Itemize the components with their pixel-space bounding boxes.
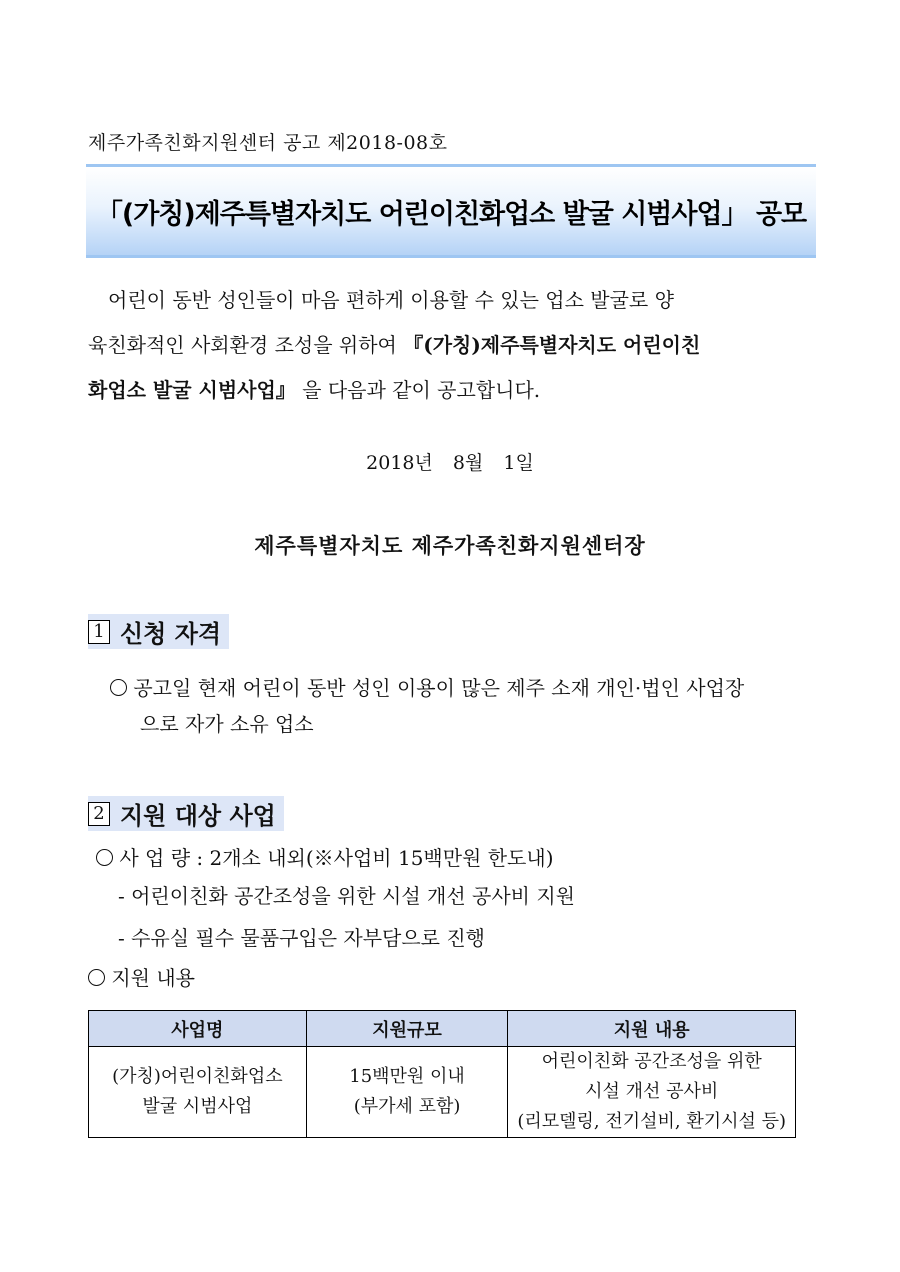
cell-text: 발굴 시범사업: [142, 1096, 253, 1117]
table-row: [89, 1047, 796, 1138]
title-banner: [86, 164, 816, 258]
intro-line-2-bold: 『(가칭)제주특별자치도 어린이친: [403, 333, 701, 357]
eligibility-item-line-2: 으로 자가 소유 업소: [140, 712, 314, 736]
notice-number: 제주가족친화지원센터 공고 제2018-08호: [88, 132, 448, 154]
issuer-name: 제주특별자치도 제주가족친화지원센터장: [254, 533, 646, 558]
table-header-row: [89, 1011, 796, 1047]
section-1-heading: [88, 614, 229, 649]
circle-bullet-icon: [96, 849, 113, 866]
cell-text: 15백만원 이내: [349, 1066, 465, 1087]
header-support-content: 지원 내용: [508, 1011, 796, 1047]
notice-date: 2018년 8월 1일: [366, 452, 534, 474]
section-2-title: 지원 대상 사업: [120, 802, 276, 830]
intro-line-3-plain: 을 다음과 같이 공고합니다.: [302, 378, 541, 402]
support-table: [88, 1010, 796, 1138]
section-2-heading: [88, 796, 284, 831]
intro-paragraph: [88, 278, 816, 413]
header-support-scale: 지원규모: [306, 1011, 508, 1047]
intro-line-3-bold: 화업소 발굴 시범사업』: [88, 378, 296, 402]
cell-business-name: [89, 1047, 307, 1138]
page-title: 「(가칭)제주특별자치도 어린이친화업소 발굴 시범사업」 공모: [95, 198, 807, 230]
content-label: 지원 내용: [111, 966, 195, 990]
sub-item-2: - 수유실 필수 물품구입은 자부담으로 진행: [118, 926, 485, 950]
sub-item-1: - 어린이친화 공간조성을 위한 시설 개선 공사비 지원: [118, 884, 575, 908]
eligibility-item-line-1: 공고일 현재 어린이 동반 성인 이용이 많은 제주 소재 개인·법인 사업장: [133, 676, 745, 700]
cell-support-scale: [306, 1047, 508, 1138]
intro-line-3: [88, 368, 816, 413]
cell-text: (가칭)어린이친화업소: [112, 1066, 283, 1087]
section-1-number: 1: [88, 620, 110, 644]
quantity-text: 사 업 량 : 2개소 내외(※사업비 15백만원 한도내): [119, 846, 554, 870]
section-2-highlight: [88, 796, 284, 831]
cell-text: (리모델링, 전기설비, 환기시설 등): [517, 1111, 787, 1132]
quantity-line: [96, 842, 554, 871]
section-2-number: 2: [88, 802, 110, 826]
cell-text: 어린이친화 공간조성을 위한: [541, 1051, 762, 1072]
cell-support-content: [508, 1047, 796, 1138]
section-1-title: 신청 자격: [120, 620, 222, 648]
cell-text: (부가세 포함): [353, 1096, 461, 1117]
eligibility-item: [110, 672, 744, 701]
intro-line-2-plain: 육친화적인 사회환경 조성을 위하여: [88, 333, 404, 357]
intro-line-1: 어린이 동반 성인들이 마음 편하게 이용할 수 있는 업소 발굴로 양: [108, 288, 674, 312]
circle-bullet-icon: [88, 969, 105, 986]
intro-line-2: [88, 323, 816, 368]
circle-bullet-icon: [110, 679, 127, 696]
cell-text: 시설 개선 공사비: [585, 1081, 719, 1102]
section-1-highlight: [88, 614, 229, 649]
content-label-line: [88, 962, 195, 991]
header-business-name: 사업명: [89, 1011, 307, 1047]
